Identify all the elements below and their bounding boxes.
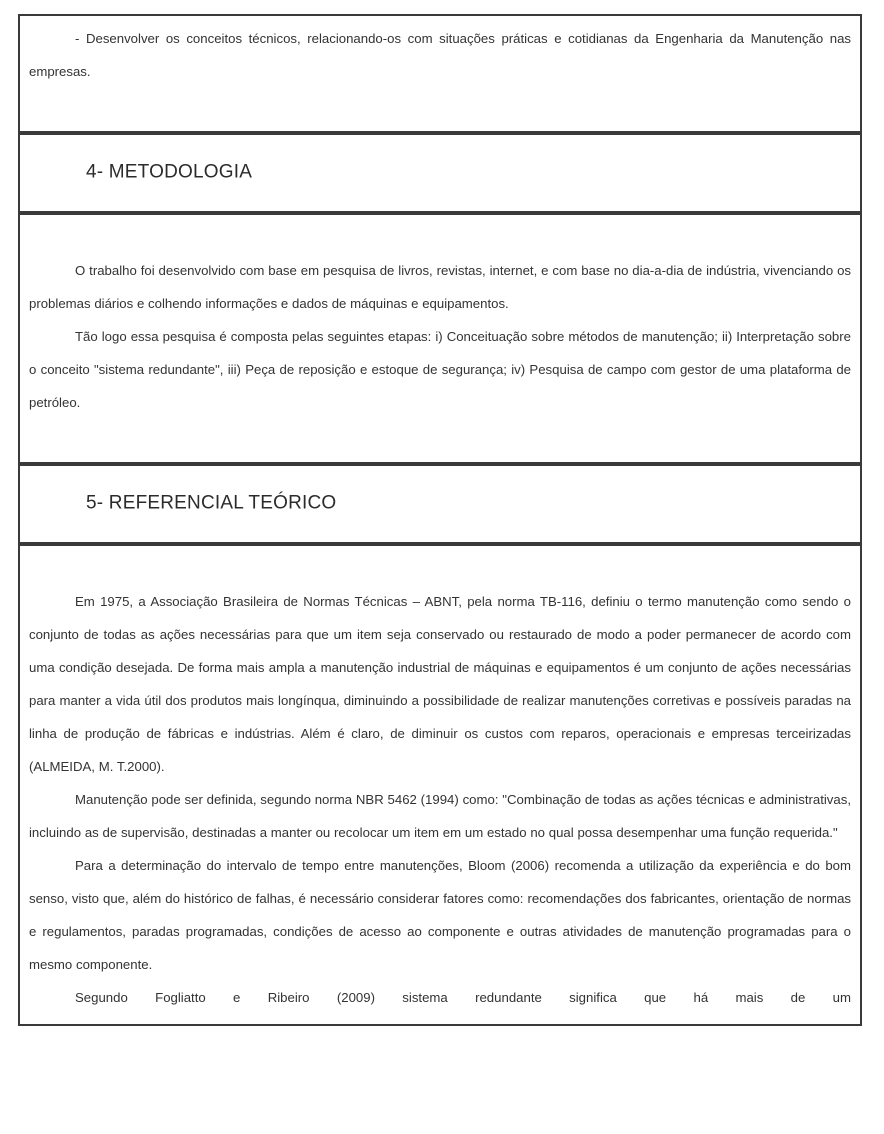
section-heading-referencial-cell bbox=[18, 464, 862, 544]
referencial-leading-space bbox=[29, 552, 851, 585]
metodologia-cell bbox=[18, 213, 862, 464]
metodologia-leading-space bbox=[29, 221, 851, 254]
objetivos-cell bbox=[18, 14, 862, 133]
document-body-table bbox=[18, 14, 862, 1026]
metodologia-paragraph-1: O trabalho foi desenvolvido com base em pesquisa de livros, revistas, internet, e com base no dia-a-dia de indústria, vivenciando os problemas diários e colhendo informações e dados de máquinas e equipamentos. bbox=[29, 263, 851, 311]
metodologia-trailing-space bbox=[29, 419, 851, 452]
referencial-paragraph-4 bbox=[29, 981, 851, 1014]
referencial-paragraph-1: Em 1975, a Associação Brasileira de Normas Técnicas – ABNT, pela norma TB-116, definiu o termo manutenção como sendo o conjunto de todas as ações necessárias para que um item seja conservado ou restaurado de modo a poder permanecer de acordo com uma condição desejada. De forma mais ampla a manutenção industrial de máquinas e equipamentos é um conjunto de ações necessárias para manter a vida útil dos produtos mais longínqua, diminuindo a possibilidade de realizar manutenções corretivas e possíveis paradas na linha de produção de fábricas e indústrias. Além é claro, de diminuir os custos com reparos, operacionais e empresas terceirizadas (ALMEIDA, M. T.2000). bbox=[29, 594, 851, 774]
section-heading-metodologia-cell bbox=[18, 133, 862, 213]
referencial-paragraph-2: Manutenção pode ser definida, segundo norma NBR 5462 (1994) como: "Combinação de todas as ações técnicas e administrativas, incluindo as de supervisão, destinadas a manter ou recolocar um item em um estado no qual possa desempenhar uma função requerida." bbox=[29, 792, 851, 840]
referencial-paragraph-4-text: Segundo Fogliatto e Ribeiro (2009) sistema redundante significa que há mais de um bbox=[75, 990, 851, 1005]
metodologia-paragraph-2: Tão logo essa pesquisa é composta pelas seguintes etapas: i) Conceituação sobre métodos de manutenção; ii) Interpretação sobre o conceito "sistema redundante", iii) Peça de reposição e estoque de segurança; iv) Pesquisa de campo com gestor de uma plataforma de petróleo. bbox=[29, 329, 851, 410]
referencial-paragraph-3: Para a determinação do intervalo de tempo entre manutenções, Bloom (2006) recomenda a utilização da experiência e do bom senso, visto que, além do histórico de falhas, é necessário considerar fatores como: recomendações dos fabricantes, orientação de normas e regulamentos, paradas programadas, condições de acesso ao componente e outras atividades de manutenção programadas para o mesmo componente. bbox=[29, 858, 851, 972]
referencial-teorico-cell bbox=[18, 544, 862, 1026]
section-heading-metodologia: 4- METODOLOGIA bbox=[86, 161, 253, 183]
section-heading-referencial: 5- REFERENCIAL TEÓRICO bbox=[86, 492, 337, 514]
objetivos-trailing-space bbox=[29, 88, 851, 121]
objetivos-paragraph: - Desenvolver os conceitos técnicos, relacionando-os com situações práticas e cotidianas da Engenharia da Manutenção nas empresas. bbox=[29, 31, 851, 79]
